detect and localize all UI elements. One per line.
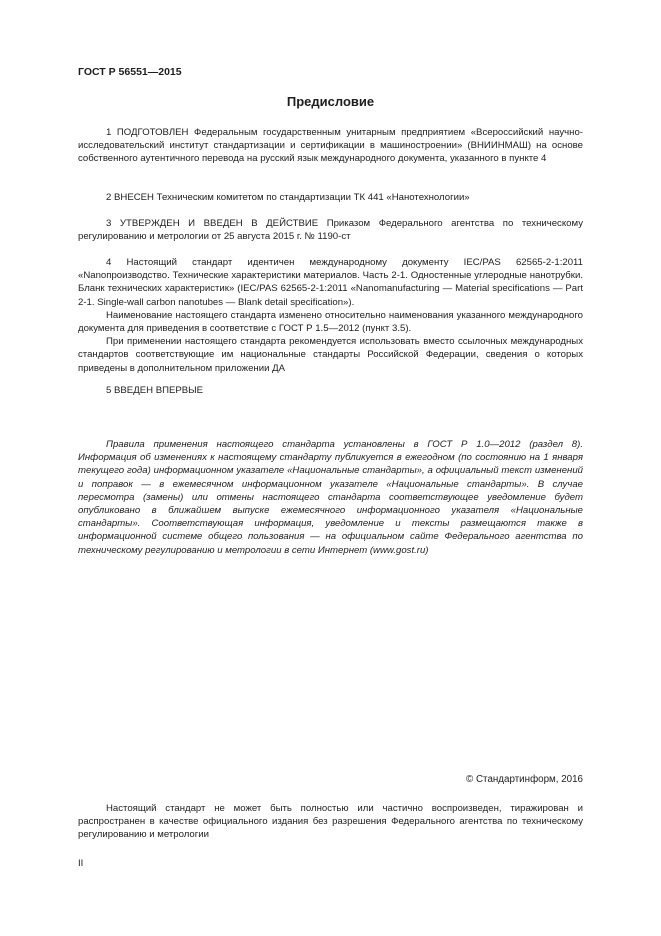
- item-4-block: [78, 256, 583, 375]
- item-4-identity: 4 Настоящий стандарт идентичен международному документу IEC/PAS 62565-2-1:2011 «Nanoпроизводство. Технические характеристики материалов. Часть 2-1. Одностенные углеродные нанотрубки. Бланк технических характеристик» (IEC/PAS 62565-2-1:2011 «Nanomanufacturing — Material specifications — Part 2-1. Single-wall carbon nanotubes — Blank detail specification»).: [78, 257, 583, 308]
- item-4-references: При применении настоящего стандарта рекомендуется использовать вместо ссылочных международных стандартов соответствующие им национальные стандарты Российской Федерации, сведения о которых приведены в дополнительном приложении ДА: [78, 336, 583, 374]
- page-number: II: [78, 858, 84, 869]
- application-notice: Правила применения настоящего стандарта установлены в ГОСТ Р 1.0—2012 (раздел 8). Информация об изменениях к настоящему стандарту публикуется в ежегодном (по состоянию на 1 января текущего года) информационном указателе «Национальные стандарты», а официальный текст изменений и поправок — в ежемесячном информационном указателе «Национальные стандарты». В случае пересмотра (замены) или отмены настоящего стандарта соответствующее уведомление будет опубликовано в ближайшем выпуске ежемесячного информационного указателя «Национальные стандарты». Соответствующая информация, уведомление и тексты размещаются также в информационной системе общего пользования — на официальном сайте Федерального агентства по техническому регулированию и метрологии в сети Интернет (www.gost.ru): [78, 439, 583, 556]
- item-2-submitted: 2 ВНЕСЕН Техническим комитетом по стандартизации ТК 441 «Нанотехнологии»: [106, 192, 470, 203]
- document-code: ГОСТ Р 56551—2015: [78, 66, 182, 78]
- item-1-prepared: 1 ПОДГОТОВЛЕН Федеральным государственным унитарным предприятием «Всероссийский научно-исследовательский институт стандартизации и сертификации в машиностроении» (ВНИИНМАШ) на основе собственного аутентичного перевода на русский язык международного документа, указанного в пункте 4: [78, 127, 583, 165]
- page-title: Предисловие: [286, 94, 375, 109]
- copyright: © Стандартинформ, 2016: [466, 774, 583, 785]
- reproduction-notice: Настоящий стандарт не может быть полностью или частично воспроизведен, тиражирован и распространен в качестве официального издания без разрешения Федерального агентства по техническому регулированию и метрологии: [78, 803, 583, 841]
- item-5-introduced: 5 ВВЕДЕН ВПЕРВЫЕ: [106, 385, 204, 396]
- item-3-approved: 3 УТВЕРЖДЕН И ВВЕДЕН В ДЕЙСТВИЕ Приказом Федерального агентства по техническому регулированию и метрологии от 25 августа 2015 г. № 1190-ст: [78, 218, 583, 243]
- item-4-name-change: Наименование настоящего стандарта изменено относительно наименования указанного международного документа для приведения в соответствие с ГОСТ Р 1.5—2012 (пункт 3.5).: [78, 309, 583, 335]
